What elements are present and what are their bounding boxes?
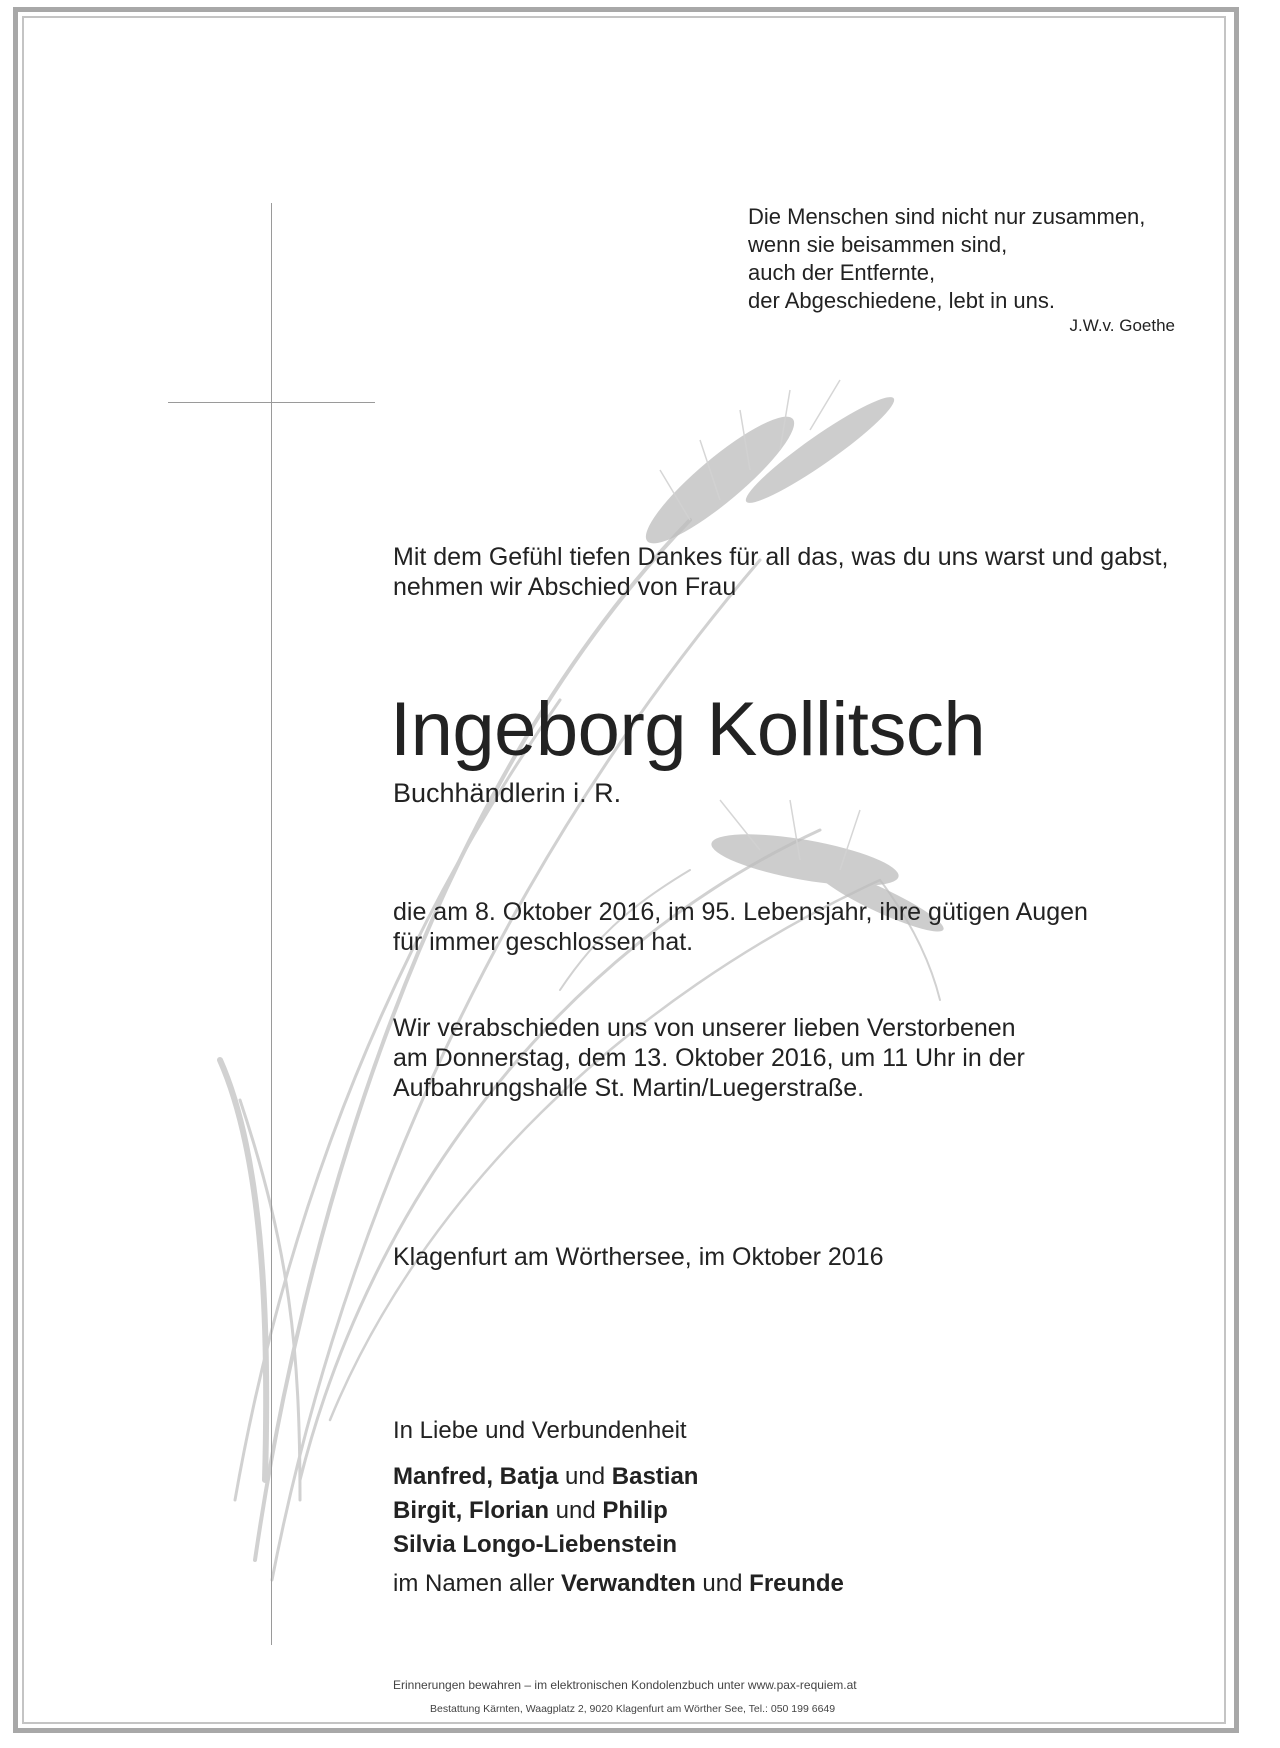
service-line: am Donnerstag, dem 13. Oktober 2016, um 11 Uhr in der: [393, 1044, 1025, 1072]
family-line: [393, 1460, 698, 1494]
family-names: Bastian: [611, 1463, 699, 1490]
service-line: Aufbahrungshalle St. Martin/Luegerstraße.: [393, 1074, 865, 1102]
goethe-quote: [748, 203, 1145, 315]
place-date: Klagenfurt am Wörthersee, im Oktober 2016: [393, 1243, 884, 1271]
family-line: [393, 1528, 698, 1562]
cross-vertical-bar: [271, 203, 272, 1645]
behalf-relatives: Verwandten: [561, 1570, 696, 1597]
family-names: Philip: [602, 1497, 668, 1524]
family-list: [393, 1460, 698, 1562]
footer-funeral-home: Bestattung Kärnten, Waagplatz 2, 9020 Klagenfurt am Wörther See, Tel.: 050 199 6649: [430, 1703, 836, 1715]
behalf-friends: Freunde: [749, 1570, 844, 1597]
closing-phrase: In Liebe und Verbundenheit: [393, 1417, 687, 1444]
intro-line: nehmen wir Abschied von Frau: [393, 573, 737, 601]
service-line: Wir verabschieden uns von unserer lieben Verstorbenen: [393, 1014, 1016, 1042]
quote-line: auch der Entfernte,: [748, 260, 936, 285]
quote-line: wenn sie beisammen sind,: [748, 232, 1008, 257]
family-names: Birgit, Florian: [393, 1497, 549, 1524]
on-behalf-line: [393, 1570, 844, 1598]
family-names: Manfred, Batja: [393, 1463, 559, 1490]
deceased-name: Ingeborg Kollitsch: [390, 687, 986, 772]
cross-horizontal-bar: [168, 402, 375, 403]
death-line: die am 8. Oktober 2016, im 95. Lebensjahr, ihre gütigen Augen: [393, 898, 1088, 926]
quote-author: J.W.v. Goethe: [1069, 316, 1175, 335]
service-notice: [393, 1013, 1025, 1103]
family-conjunction: und: [549, 1497, 603, 1524]
intro-text: [393, 542, 1168, 602]
quote-line: Die Menschen sind nicht nur zusammen,: [748, 204, 1146, 229]
death-notice: [393, 897, 1088, 957]
family-conjunction: und: [558, 1463, 612, 1490]
death-line: für immer geschlossen hat.: [393, 928, 694, 956]
intro-line: Mit dem Gefühl tiefen Dankes für all das, was du uns warst und gabst,: [393, 543, 1169, 571]
family-line: [393, 1494, 698, 1528]
behalf-conjunction: und: [695, 1570, 750, 1597]
behalf-prefix: im Namen aller: [393, 1570, 562, 1597]
quote-line: der Abgeschiedene, lebt in uns.: [748, 288, 1056, 313]
footer-condolence-note: Erinnerungen bewahren – im elektronischen Kondolenzbuch unter www.pax-requiem.at: [393, 1678, 857, 1692]
family-names: Silvia Longo-Liebenstein: [393, 1531, 678, 1558]
deceased-title: Buchhändlerin i. R.: [393, 778, 622, 808]
